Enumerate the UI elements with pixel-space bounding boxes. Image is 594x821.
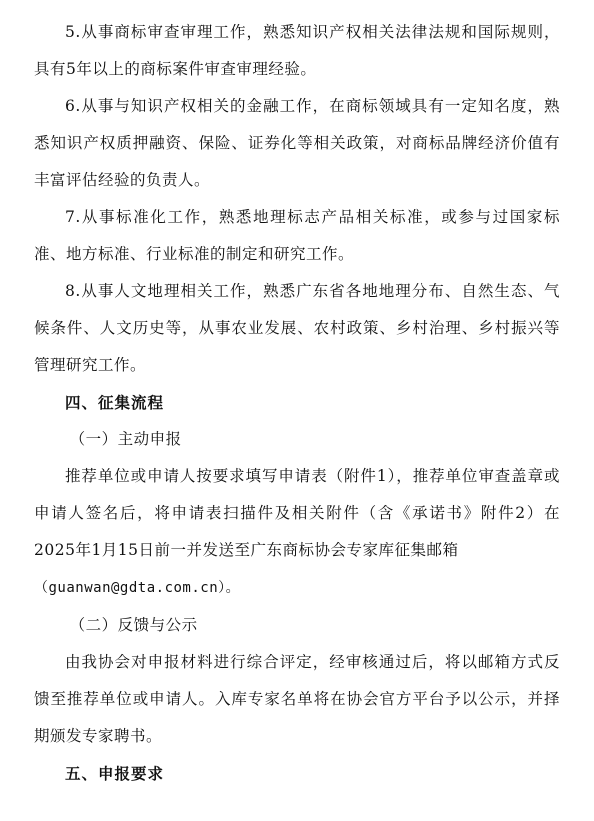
item-number: 7. <box>65 208 81 226</box>
email-address: （guanwan@gdta.com.cn）。 <box>34 580 241 596</box>
list-item-8 <box>34 273 560 384</box>
item-text: 从事与知识产权相关的金融工作，在商标领域具有一定知名度，熟悉知识产权质押融资、保险、证券化等相关政策，对商标品牌经济价值有丰富评估经验的负责人。 <box>34 97 560 189</box>
subsection-1-email-line <box>34 569 560 607</box>
section-heading-4: 四、征集流程 <box>65 393 165 412</box>
subsection-heading-2: （二）反馈与公示 <box>69 616 198 634</box>
section-heading-5: 五、申报要求 <box>65 764 165 783</box>
item-number: 5. <box>65 23 81 41</box>
list-item-6 <box>34 88 560 199</box>
item-text: 从事商标审查审理工作，熟悉知识产权相关法律法规和国际规则，具有5年以上的商标案件审查审理经验。 <box>34 23 560 78</box>
item-number: 6. <box>65 97 81 115</box>
item-text: 从事标准化工作，熟悉地理标志产品相关标准，或参与过国家标准、地方标准、行业标准的制定和研究工作。 <box>34 208 560 263</box>
item-text: 从事人文地理相关工作，熟悉广东省各地地理分布、自然生态、气候条件、人文历史等，从事农业发展、农村政策、乡村治理、乡村振兴等管理研究工作。 <box>34 282 560 374</box>
item-number: 8. <box>65 282 81 300</box>
subsection-2-body: 由我协会对申报材料进行综合评定，经审核通过后，将以邮箱方式反馈至推荐单位或申请人。入库专家名单将在协会官方平台予以公示，并择期颁发专家聘书。 <box>34 653 560 745</box>
list-item-5 <box>34 14 560 88</box>
subsection-1-body <box>34 458 560 569</box>
subsection-1-text: 推荐单位或申请人按要求填写申请表（附件1），推荐单位审查盖章或申请人签名后，将申请表扫描件及相关附件（含《承诺书》附件2）在2025年1月15日前一并发送至广东商标协会专家库征集邮箱 <box>34 467 560 559</box>
list-item-7 <box>34 199 560 273</box>
subsection-heading-1: （一）主动申报 <box>69 430 182 448</box>
